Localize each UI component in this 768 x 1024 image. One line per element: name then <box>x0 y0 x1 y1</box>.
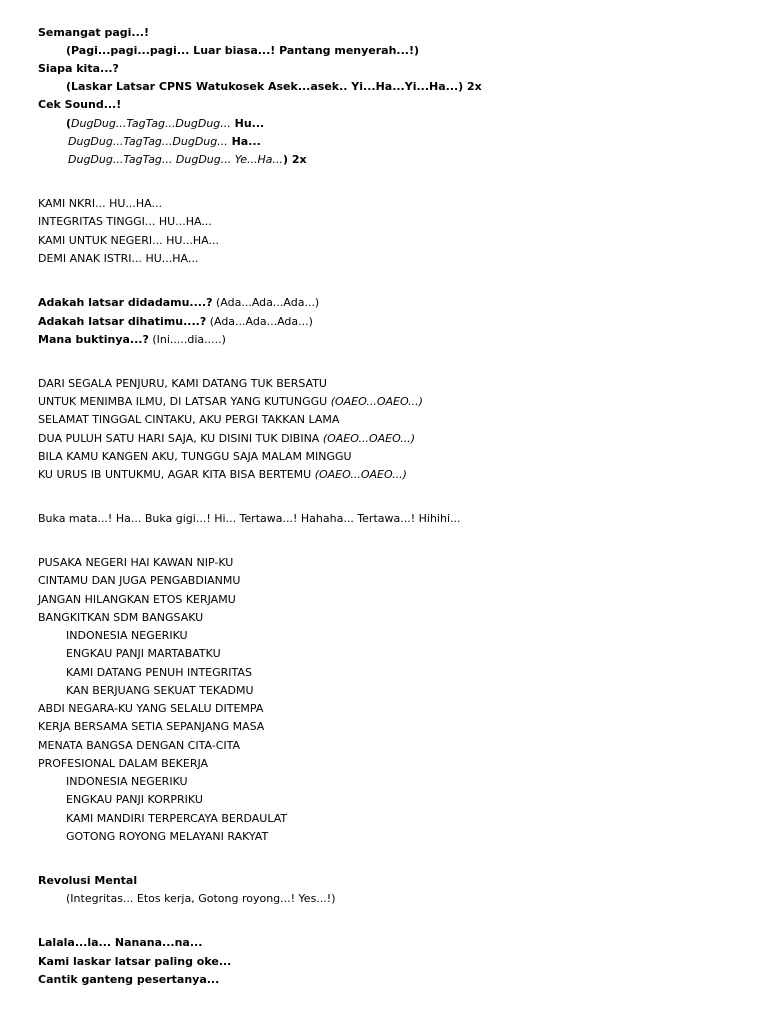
ending-line: Lalala...la... Nanana...na... <box>38 936 203 949</box>
song-line-indented: ENGKAU PANJI KORPRIKU <box>66 793 203 806</box>
revolusi-title: Revolusi Mental <box>38 874 138 887</box>
verse-text: BILA KAMU KANGEN AKU, TUNGGU SAJA MALAM MINGGU <box>38 450 352 463</box>
nkri-line: KAMI UNTUK NEGERI... HU...HA... <box>38 234 219 247</box>
verse-line <box>38 432 415 446</box>
beat-text: DugDug...TagTag...DugDug... <box>68 135 228 148</box>
sound-check-line: Cek Sound...! <box>38 98 122 111</box>
verse-echo: (OAEO...OAEO...) <box>314 468 407 481</box>
verse-text: SELAMAT TINGGAL CINTAKU, AKU PERGI TAKKAN LAMA <box>38 413 340 426</box>
song-line: BANGKITKAN SDM BANGSAKU <box>38 611 204 624</box>
verse-line <box>38 413 339 427</box>
verse-text: KU URUS IB UNTUKMU, AGAR KITA BISA BERTEMU <box>38 468 315 481</box>
latsar-line <box>38 315 313 329</box>
song-line: CINTAMU DAN JUGA PENGABDIANMU <box>38 574 241 587</box>
ending-line: Cantik ganteng pesertanya... <box>38 973 220 986</box>
nkri-line: KAMI NKRI... HU...HA... <box>38 197 162 210</box>
greeting-line: Semangat pagi...! <box>38 26 149 39</box>
song-line: ABDI NEGARA-KU YANG SELALU DITEMPA <box>38 702 264 715</box>
repeat-mark: ) 2x <box>283 153 307 166</box>
latsar-answer: (Ada...Ada...Ada...) <box>206 315 313 328</box>
sound-check-response-3 <box>68 153 307 167</box>
revolusi-response: (Integritas... Etos kerja, Gotong royong...! Yes...!) <box>66 892 336 905</box>
beat-shout: Ye...Ha... <box>231 153 284 166</box>
open-paren: ( <box>66 117 72 130</box>
verse-line <box>38 450 352 464</box>
song-line-indented: ENGKAU PANJI MARTABATKU <box>66 647 221 660</box>
verse-text: DARI SEGALA PENJURU, KAMI DATANG TUK BERSATU <box>38 377 327 390</box>
beat-text: DugDug...TagTag...DugDug... <box>71 117 231 130</box>
song-line: MENATA BANGSA DENGAN CITA-CITA <box>38 739 241 752</box>
laugh-chant-line: Buka mata...! Ha... Buka gigi...! Hi... Tertawa...! Hahaha... Tertawa...! Hihihi... <box>38 512 461 525</box>
song-line: JANGAN HILANGKAN ETOS KERJAMU <box>38 593 236 606</box>
nkri-line: DEMI ANAK ISTRI... HU...HA... <box>38 252 199 265</box>
song-line: PUSAKA NEGERI HAI KAWAN NIP-KU <box>38 556 234 569</box>
beat-shout: Ha... <box>227 135 261 148</box>
verse-text: DUA PULUH SATU HARI SAJA, KU DISINI TUK DIBINA <box>38 432 323 445</box>
song-line-indented: KAMI DATANG PENUH INTEGRITAS <box>66 666 252 679</box>
verse-text: UNTUK MENIMBA ILMU, DI LATSAR YANG KUTUNGGU <box>38 395 331 408</box>
verse-line <box>38 395 423 409</box>
verse-echo: (OAEO...OAEO...) <box>330 395 423 408</box>
song-line-indented: KAN BERJUANG SEKUAT TEKADMU <box>66 684 254 697</box>
greeting-response: (Pagi...pagi...pagi... Luar biasa...! Pantang menyerah...!) <box>66 44 419 57</box>
song-line: PROFESIONAL DALAM BEKERJA <box>38 757 209 770</box>
ending-line: Kami laskar latsar paling oke... <box>38 955 232 968</box>
song-line-indented: INDONESIA NEGERIKU <box>66 775 188 788</box>
latsar-question: Mana buktinya...? <box>38 333 149 346</box>
who-are-we-response: (Laskar Latsar CPNS Watukosek Asek...asek.. Yi...Ha...Yi...Ha...) 2x <box>66 80 482 93</box>
song-line-indented: GOTONG ROYONG MELAYANI RAKYAT <box>66 830 269 843</box>
sound-check-response-1 <box>66 117 264 131</box>
song-line-indented: KAMI MANDIRI TERPERCAYA BERDAULAT <box>66 812 288 825</box>
latsar-answer: (Ini.....dia.....) <box>148 333 226 346</box>
song-line: KERJA BERSAMA SETIA SEPANJANG MASA <box>38 720 265 733</box>
verse-line <box>38 468 407 482</box>
latsar-answer: (Ada...Ada...Ada...) <box>212 296 320 309</box>
sound-check-response-2 <box>68 135 261 149</box>
who-are-we-line: Siapa kita...? <box>38 62 119 75</box>
beat-shout: Hu... <box>230 117 265 130</box>
verse-echo: (OAEO...OAEO...) <box>322 432 416 445</box>
latsar-question: Adakah latsar didadamu....? <box>38 296 213 309</box>
latsar-line <box>38 333 226 347</box>
song-line-indented: INDONESIA NEGERIKU <box>66 629 188 642</box>
latsar-question: Adakah latsar dihatimu....? <box>38 315 207 328</box>
latsar-line <box>38 296 319 310</box>
beat-text: DugDug...TagTag... DugDug... <box>68 153 232 166</box>
nkri-line: INTEGRITAS TINGGI... HU...HA... <box>38 215 212 228</box>
verse-line <box>38 377 327 391</box>
